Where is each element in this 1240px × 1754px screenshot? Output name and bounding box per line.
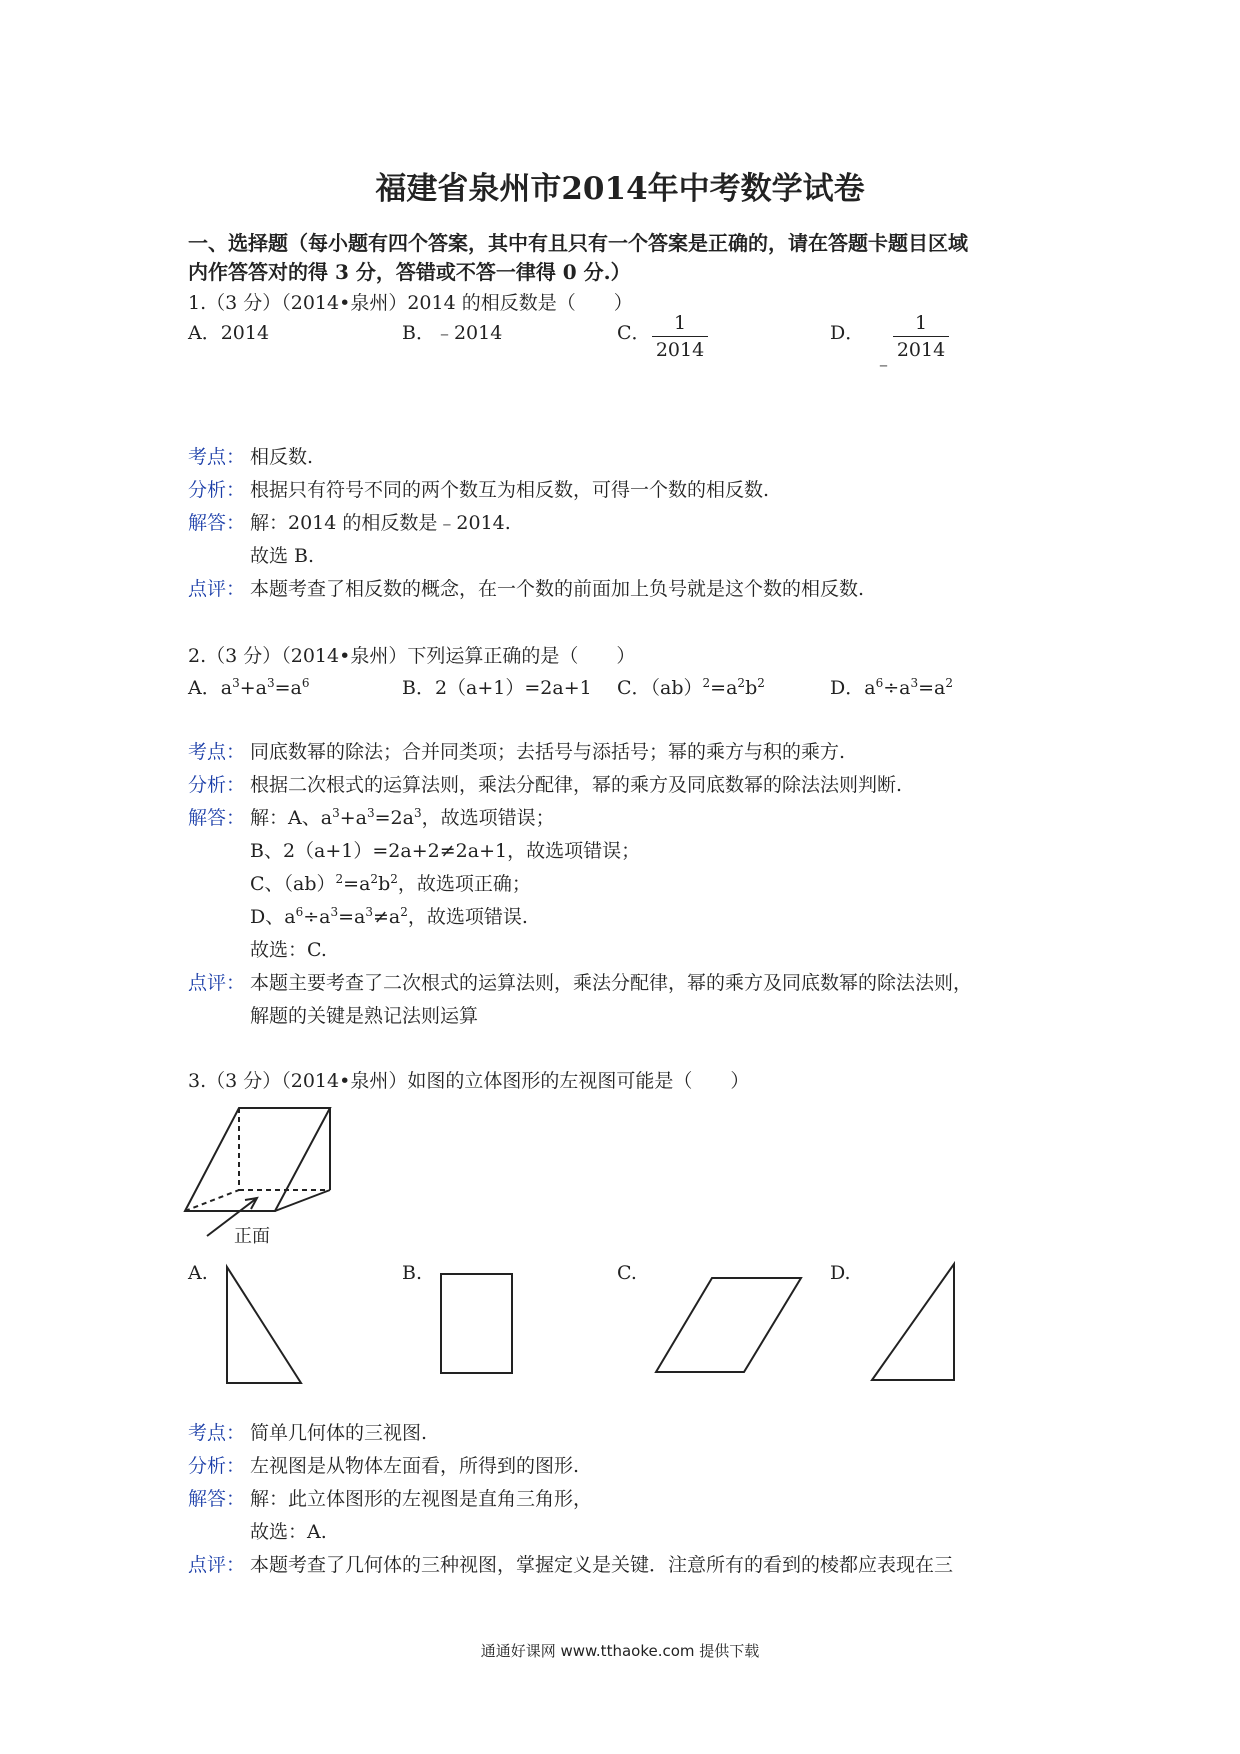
q3-fenxi-label: 分析：	[188, 1455, 246, 1477]
q2-jieda-end: 故选：C.	[250, 939, 327, 961]
q3-dianping-label: 点评：	[188, 1554, 246, 1576]
q2-option-a: A．$a^3+a^3=a^6$	[188, 676, 310, 699]
q1-option-a: A．2014	[188, 322, 270, 344]
q1-jieda-line1: 解：2014 的相反数是﹣2014.	[250, 512, 511, 534]
q1-fenxi-label: 分析：	[188, 479, 246, 501]
q2-dianping-line2: 解题的关键是熟记法则运算	[250, 1005, 479, 1027]
q3-option-c-parallelogram	[655, 1276, 805, 1376]
q3-kaodian-label: 考点：	[188, 1422, 246, 1444]
q1-dianping-label: 点评：	[188, 578, 246, 600]
q1-kaodian-label: 考点：	[188, 446, 246, 468]
q1-stem: 1.（3 分）（2014•泉州）2014 的相反数是（ ）	[188, 292, 633, 314]
q1-option-c-fraction	[652, 312, 708, 361]
q3-option-a-right-triangle	[225, 1265, 305, 1385]
q2-option-c: C．$(ab)^2=a^2b^2$	[617, 676, 765, 699]
q3-jieda-line1: 解：此立体图形的左视图是直角三角形，	[250, 1488, 593, 1510]
page-footer: 通通好课网 www.tthaoke.com 提供下载	[480, 1642, 760, 1660]
q2-jieda-label: 解答：	[188, 807, 246, 829]
fraction-bar	[652, 336, 708, 337]
q1-jieda-line2: 故选 B.	[250, 545, 315, 567]
q1-dianping: 本题考查了相反数的概念，在一个数的前面加上负号就是这个数的相反数.	[250, 578, 865, 600]
q2-kaodian: 同底数幂的除法；合并同类项；去括号与添括号；幂的乘方与积的乘方.	[250, 741, 846, 763]
q3-dianping: 本题考查了几何体的三种视图，掌握定义是关键．注意所有的看到的棱都应表现在三	[250, 1554, 954, 1576]
page-title: 福建省泉州市2014年中考数学试卷	[375, 171, 865, 207]
q3-option-b-label: B.	[402, 1262, 423, 1284]
q1-kaodian: 相反数.	[250, 446, 314, 468]
q3-option-d-label: D.	[830, 1262, 851, 1284]
q2-jieda-c: C、$(ab)^2=a^2b^2$，故选项正确；	[250, 872, 531, 895]
q3-fenxi: 左视图是从物体左面看，所得到的图形.	[250, 1455, 580, 1477]
q1-jieda-label: 解答：	[188, 512, 246, 534]
q2-jieda-a: 解：A、$a^3+a^3=2a^3$，故选项错误；	[250, 806, 555, 829]
q1-option-b: B．﹣2014	[402, 322, 503, 344]
q3-option-b-rectangle	[440, 1273, 520, 1377]
q3-option-c-label: C.	[617, 1262, 637, 1284]
q2-fenxi: 根据二次根式的运算法则，乘法分配律，幂的乘方及同底数幂的除法法则判断.	[250, 774, 903, 796]
q3-stem: 3.（3 分）（2014•泉州）如图的立体图形的左视图可能是（ ）	[188, 1070, 750, 1092]
fraction-bar	[893, 336, 949, 337]
q1-option-d-label: D．	[830, 322, 865, 344]
front-face-label: 正面	[234, 1226, 270, 1247]
q3-option-a-label: A.	[188, 1262, 208, 1284]
section-heading-line1: 一、选择题（每小题有四个答案，其中有且只有一个答案是正确的，请在答题卡题目区域	[188, 231, 968, 255]
q2-option-b: B．2（a+1）=2a+1	[402, 677, 592, 699]
q2-option-d: D．$a^6\div a^3=a^2$	[830, 676, 953, 699]
q1-option-d-sign: ﹣	[874, 353, 894, 375]
q2-dianping-line1: 本题主要考查了二次根式的运算法则，乘法分配律，幂的乘方及同底数幂的除法法则，	[250, 972, 973, 994]
q2-jieda-b: B、2（a+1）=2a+2≠2a+1，故选项错误；	[250, 840, 641, 862]
q3-jieda-line2: 故选：A.	[250, 1521, 327, 1543]
q2-kaodian-label: 考点：	[188, 741, 246, 763]
q1-option-d-fraction	[893, 312, 949, 361]
q2-stem: 2.（3 分）（2014•泉州）下列运算正确的是（ ）	[188, 645, 636, 667]
q1-option-c-label: C．	[617, 322, 651, 344]
q1-d-numerator: 1	[914, 312, 928, 334]
q2-jieda-d: D、$a^6\div a^3=a^3\ne a^2$，故选项错误.	[250, 905, 528, 928]
q2-fenxi-label: 分析：	[188, 774, 246, 796]
q1-c-denominator: 2014	[655, 339, 705, 361]
prism-figure	[185, 1108, 375, 1248]
section-heading-line2: 内作答答对的得 3 分，答错或不答一律得 0 分.）	[188, 260, 631, 284]
q2-dianping-label: 点评：	[188, 972, 246, 994]
q3-option-d-right-triangle	[870, 1262, 960, 1384]
q1-c-numerator: 1	[673, 312, 687, 334]
q1-d-denominator: 2014	[896, 339, 946, 361]
q3-jieda-label: 解答：	[188, 1488, 246, 1510]
q3-kaodian: 简单几何体的三视图.	[250, 1422, 428, 1444]
q1-fenxi: 根据只有符号不同的两个数互为相反数，可得一个数的相反数.	[250, 479, 770, 501]
